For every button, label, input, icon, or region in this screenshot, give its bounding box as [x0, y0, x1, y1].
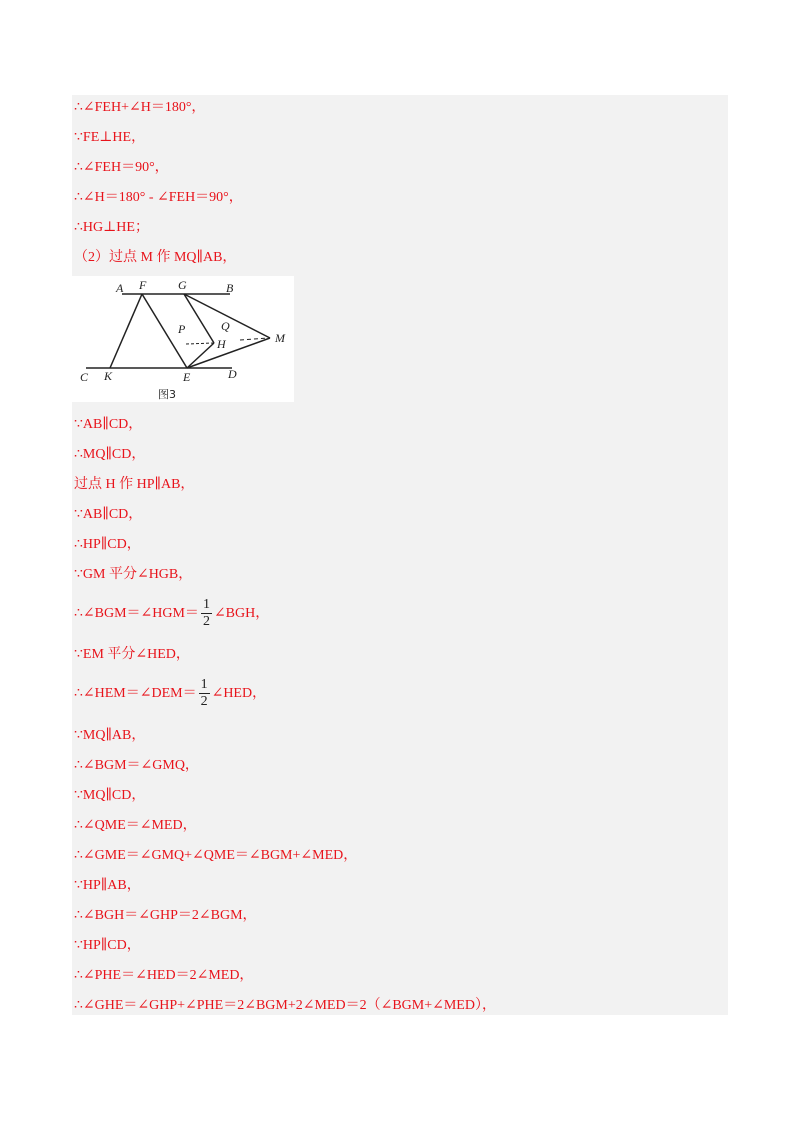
fraction-2-denominator: 2: [200, 694, 208, 710]
part-2-heading: （2）过点 M 作 MQ∥AB，: [74, 250, 237, 265]
label-c: C: [80, 370, 89, 384]
proof-line-21: ∴∠PHE＝∠HED＝2∠MED，: [74, 968, 254, 983]
label-f: F: [139, 278, 147, 292]
fraction-half-2: [199, 677, 210, 710]
fraction-2-after: ∠HED，: [211, 686, 267, 701]
proof-line-18: ∵HP∥AB，: [74, 878, 141, 893]
proof-line-4: ∴∠H＝180° - ∠FEH＝90°，: [74, 190, 243, 205]
proof-line-3: ∴∠FEH＝90°，: [74, 160, 169, 175]
label-p: P: [178, 322, 186, 336]
proof-line-19: ∴∠BGH＝∠GHP＝2∠BGM，: [74, 908, 257, 923]
segment-me: [187, 338, 270, 368]
proof-line-11: ∵GM 平分∠HGB，: [74, 567, 193, 582]
proof-line-13: ∵MQ∥AB，: [74, 728, 146, 743]
proof-line-fraction-2: [74, 677, 266, 711]
proof-line-12: ∵EM 平分∠HED，: [74, 647, 190, 662]
segment-fk: [110, 294, 142, 368]
geometry-figure-3: [72, 276, 294, 402]
fraction-1-after: ∠BGH，: [213, 606, 270, 621]
fraction-1-before: ∴∠BGM＝∠HGM＝: [74, 606, 199, 621]
segment-he: [187, 343, 214, 368]
label-d: D: [228, 367, 237, 381]
dashed-hp: [186, 343, 214, 344]
proof-line-17: ∴∠GME＝∠GMQ+∠QME＝∠BGM+∠MED，: [74, 848, 358, 863]
label-m: M: [275, 331, 285, 345]
proof-line-22: ∴∠GHE＝∠GHP+∠PHE＝2∠BGM+2∠MED＝2（∠BGM+∠MED），: [74, 998, 496, 1013]
proof-line-10: ∴HP∥CD，: [74, 537, 141, 552]
label-h: H: [217, 337, 226, 351]
proof-line-5: ∴HG⊥HE；: [74, 220, 149, 235]
label-b: B: [226, 281, 234, 295]
proof-line-1: ∴∠FEH+∠H＝180°，: [74, 100, 206, 115]
proof-line-2: ∵FE⊥HE，: [74, 130, 146, 145]
label-a: A: [116, 281, 124, 295]
fraction-2-before: ∴∠HEM＝∠DEM＝: [74, 686, 197, 701]
proof-line-20: ∵HP∥CD，: [74, 938, 141, 953]
solution-panel: [72, 95, 728, 1015]
label-e: E: [183, 370, 191, 384]
proof-line-8: 过点 H 作 HP∥AB，: [74, 477, 195, 492]
label-k: K: [104, 369, 113, 383]
fraction-1-numerator: 1: [202, 597, 210, 613]
label-q: Q: [221, 319, 230, 333]
proof-line-fraction-1: [74, 597, 269, 631]
proof-line-7: ∴MQ∥CD，: [74, 447, 146, 462]
proof-line-15: ∵MQ∥CD，: [74, 788, 146, 803]
proof-line-16: ∴∠QME＝∠MED，: [74, 818, 197, 833]
fraction-2-numerator: 1: [200, 677, 208, 693]
figure-svg: [72, 276, 294, 402]
figure-caption: 图3: [158, 388, 176, 401]
proof-line-6: ∵AB∥CD，: [74, 417, 143, 432]
proof-line-14: ∴∠BGM＝∠GMQ，: [74, 758, 199, 773]
fraction-half-1: [201, 597, 212, 630]
fraction-1-denominator: 2: [202, 614, 210, 630]
proof-line-9: ∵AB∥CD，: [74, 507, 143, 522]
label-g: G: [178, 278, 187, 292]
